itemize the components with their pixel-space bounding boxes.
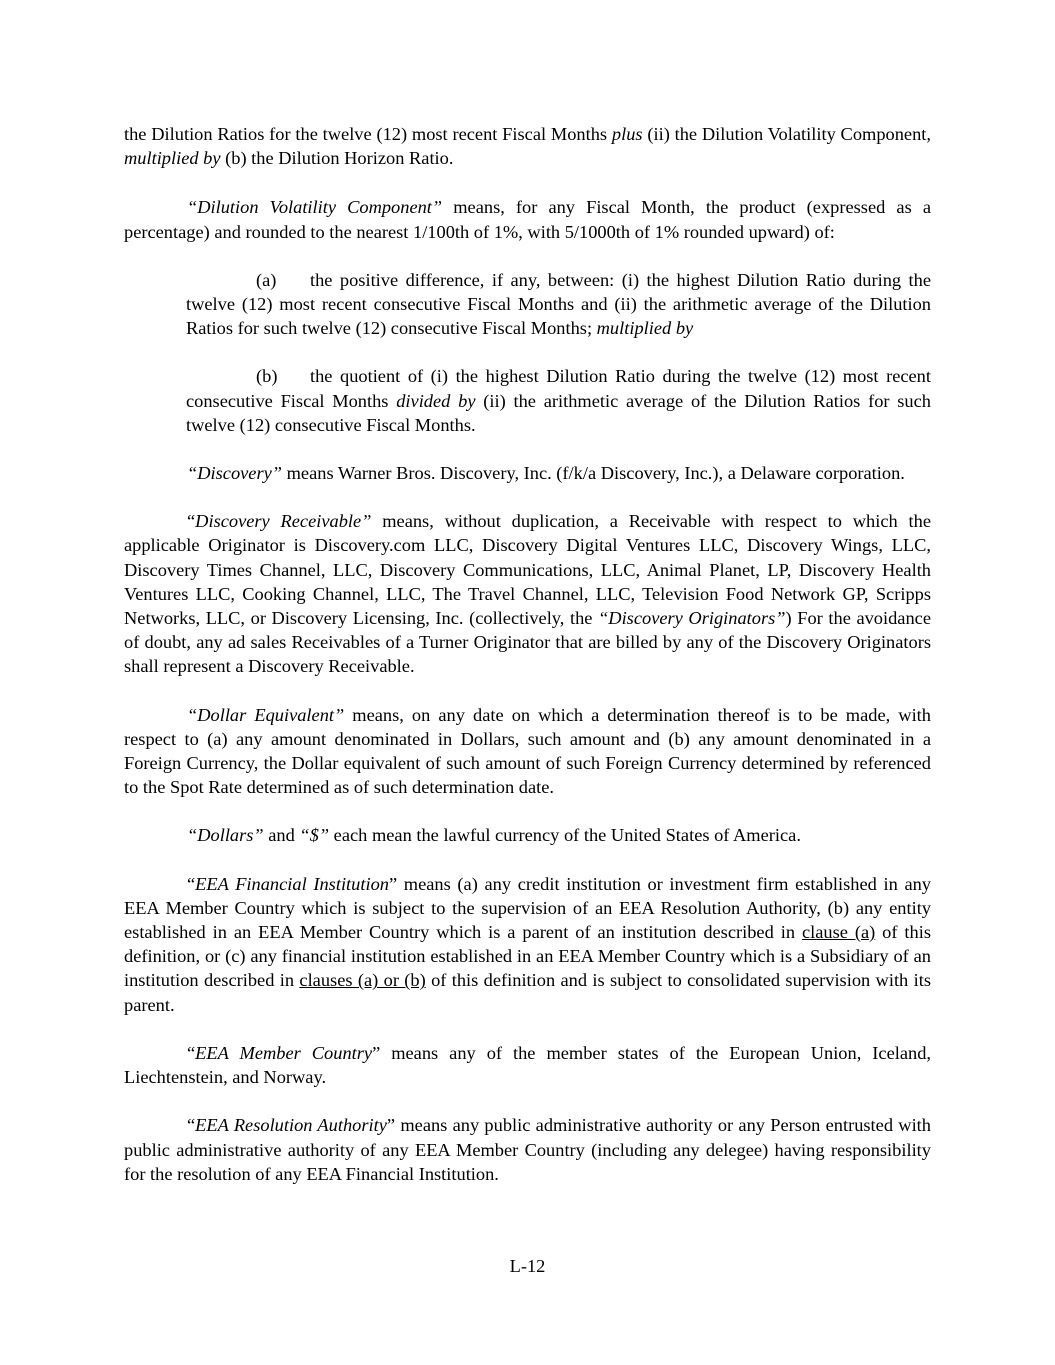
definition-dollars — [124, 823, 931, 847]
quote-mark: “ — [187, 511, 196, 532]
clause-reference: clauses (a) or (b) — [299, 970, 426, 991]
text: (ii) the Dilution Volatility Component — [642, 124, 927, 144]
definition-discovery-receivable — [124, 509, 931, 678]
defined-term: Discovery Receivable” — [195, 511, 372, 532]
subclause-a — [186, 268, 931, 341]
definition-text: ) For the avoidance of doubt, any ad sales Receivables of a Turner Originator that are billed by any of the Discovery Originators shall represent a Discovery Receivable. — [124, 608, 931, 677]
defined-term: “$” — [299, 825, 330, 846]
definition-discovery — [124, 461, 931, 485]
defined-term: EEA Resolution Authority — [195, 1115, 387, 1136]
subclause-b — [186, 364, 931, 437]
defined-term: “Discovery” — [187, 463, 283, 484]
definition-text: means, on any date on which a determination thereof is to be made, with respect to (a) any amount denominated in Dollars, such amount and (b) any amount denominated in a Foreign Currency, the Dollar equivalent of such amount of such Foreign Currency determined by referenced to the Spot Rate determined as of such determination date. — [124, 704, 931, 798]
definition-text: ” means any public administrative authority or any Person entrusted with public administrative authority of any EEA Member Country (including any delegee) having responsibility for the resolution of any EEA Financial Institution. — [124, 1115, 931, 1184]
clause-label: (a) — [256, 269, 277, 290]
document-page — [124, 122, 931, 1210]
definition-text: ” means (a) any credit institution or investment firm established in any EEA Member Country which is subject to the supervision of an EEA Resolution Authority, (b) any entity established in an EEA Member Country which is a parent of an institution described in — [124, 873, 931, 943]
text: the positive difference, if any, between: (i) the highest Dilution Ratio during the twelve (12) most recent consecutive Fiscal Months and (ii) the arithmetic average of the Dilution Ratios for such twelve (12) consecutive Fiscal Months; — [186, 269, 931, 339]
quote-mark: “ — [187, 1042, 196, 1063]
text: and — [263, 825, 300, 846]
clause-reference: clause (a) — [801, 922, 876, 943]
quote-mark: “ — [187, 1115, 196, 1136]
defined-term: “Dollar Equivalent” — [187, 704, 345, 725]
paragraph-dilution-reserve-continued — [124, 122, 931, 170]
definition-text: means Warner Bros. Discovery, Inc. (f/k/a Discovery, Inc.), a Delaware corporation. — [282, 463, 905, 484]
text: the quotient of (i) the highest Dilution Ratio during the twelve (12) most recent consecutive Fiscal Months — [186, 366, 931, 411]
text: (ii) the arithmetic average of the Dilution Ratios for such twelve (12) consecutive Fiscal Months. — [186, 390, 931, 435]
defined-term: “Dilution Volatility Component” — [187, 197, 443, 218]
definition-dollar-equivalent — [124, 703, 931, 800]
defined-term: “Discovery Originators” — [598, 608, 786, 629]
italic-text: multiplied by — [596, 318, 694, 339]
definition-text: ” means any of the member states of the European Union, Iceland, Liechtenstein, and Norway. — [124, 1042, 931, 1088]
definition-eea-resolution-authority — [124, 1113, 931, 1186]
defined-term: EEA Financial Institution — [195, 873, 389, 894]
definition-text: means, without duplication, a Receivable with respect to which the applicable Originator is Discovery.com LLC, Discovery Digital Ventures LLC, Discovery Wings, LLC, Discovery Times Channel, LLC, Discovery Communications, LLC, Animal Planet, LP, Discovery Health Ventures LLC, Cooking Channel, LLC, The Travel Channel, LLC, Television Food Network GP, Scripps Networks, LLC, or Discovery Licensing, Inc. (collectively, the — [124, 511, 931, 629]
text: the Dilution Ratios for the twelve (12) most recent Fiscal Months — [124, 124, 612, 144]
page-number: L-12 — [509, 1256, 546, 1276]
definition-dilution-volatility-component — [124, 195, 931, 243]
definition-text: each mean the lawful currency of the United States of America. — [329, 825, 801, 846]
definition-eea-member-country — [124, 1041, 931, 1089]
definition-eea-financial-institution — [124, 872, 931, 1017]
definition-text: of this definition and is subject to consolidated supervision with its parent. — [124, 970, 931, 1015]
text: (b) the Dilution Horizon Ratio. — [220, 148, 454, 169]
defined-term: EEA Member Country — [195, 1042, 373, 1063]
clause-label: (b) — [256, 366, 278, 387]
italic-text: plus — [611, 124, 643, 144]
quote-mark: “ — [187, 873, 196, 894]
defined-term: “Dollars” — [187, 825, 264, 846]
italic-text: , multiplied by — [124, 124, 931, 169]
definition-text: means, for any Fiscal Month, the product (expressed as a percentage) and rounded to the nearest 1/100th of 1%, with 5/1000th of 1% rounded upward) of: — [124, 197, 931, 242]
definition-text: of this definition, or (c) any financial institution established in an EEA Member Country which is a Subsidiary of an institution described in — [124, 922, 931, 991]
italic-text: divided by — [396, 390, 476, 411]
